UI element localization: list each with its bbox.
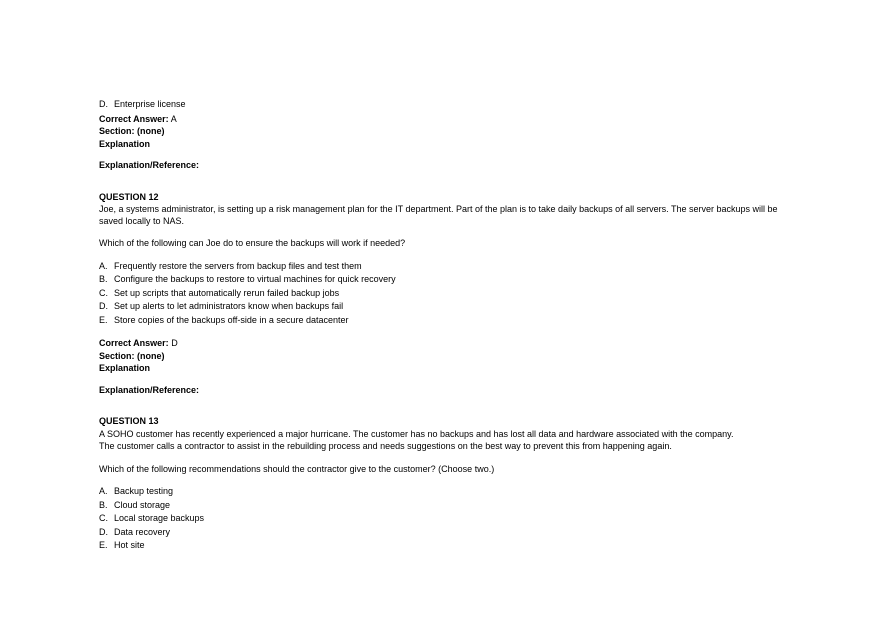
option-letter: B. <box>99 274 108 284</box>
option-d <box>99 526 779 540</box>
option-text: Configure the backups to restore to virtual machines for quick recovery <box>114 274 396 284</box>
option-text: Hot site <box>114 540 145 550</box>
question-13-title: QUESTION 13 <box>99 416 159 426</box>
correct-answer-value: A <box>170 113 177 124</box>
option-letter: E. <box>99 540 108 550</box>
option-text: Backup testing <box>114 486 174 496</box>
option-text: Data recovery <box>114 526 171 537</box>
question-13-body-line-1: A SOHO customer has recently experienced a major hurricane. The customer has no backups and has lost all data and hardware associated with the company. <box>99 428 734 439</box>
prev-correct-answer <box>99 113 779 126</box>
question-12-body: Joe, a systems administrator, is setting up a risk management plan for the IT department. Part of the plan is to take daily backups of all servers. The server backups will be saved locally to NAS. <box>99 204 778 226</box>
question-12-title: QUESTION 12 <box>99 191 159 202</box>
question-13-options <box>99 485 779 553</box>
question-12-correct-answer <box>99 337 779 350</box>
option-text: Set up scripts that automatically rerun failed backup jobs <box>114 287 340 298</box>
option-letter: D. <box>99 526 108 537</box>
correct-answer-label: Correct Answer: <box>99 113 169 124</box>
question-12-explanation: Explanation <box>99 363 151 373</box>
option-text: Local storage backups <box>114 513 205 523</box>
question-12-section: Section: (none) <box>99 350 165 361</box>
option-e <box>99 314 779 328</box>
option-a <box>99 485 779 499</box>
option-text: Frequently restore the servers from backup files and test them <box>114 260 362 271</box>
option-text: Set up alerts to let administrators know when backups fail <box>114 301 344 311</box>
correct-answer-label: Correct Answer: <box>99 338 169 348</box>
option-a <box>99 260 779 274</box>
option-c <box>99 287 779 301</box>
option-text: Enterprise license <box>114 99 186 109</box>
option-d <box>99 300 779 314</box>
option-text: Cloud storage <box>114 499 171 510</box>
question-12-options <box>99 260 779 328</box>
option-letter: D. <box>99 301 108 311</box>
option-letter: B. <box>99 499 108 510</box>
option-c <box>99 512 779 526</box>
question-12-explanation-reference: Explanation/Reference: <box>99 384 200 395</box>
correct-answer-value: D <box>171 338 178 348</box>
prev-explanation: Explanation <box>99 138 151 149</box>
option-letter: C. <box>99 287 108 298</box>
option-letter: D. <box>99 99 108 109</box>
prev-option-d <box>99 98 779 111</box>
option-letter: E. <box>99 314 108 325</box>
option-letter: C. <box>99 513 108 523</box>
option-e <box>99 539 779 553</box>
prev-explanation-reference: Explanation/Reference: <box>99 160 200 170</box>
prev-section: Section: (none) <box>99 126 165 136</box>
option-letter: A. <box>99 486 108 496</box>
question-13-prompt: Which of the following recommendations should the contractor give to the customer? (Choose two.) <box>99 463 495 474</box>
question-12-prompt: Which of the following can Joe do to ensure the backups will work if needed? <box>99 238 406 248</box>
option-letter: A. <box>99 260 108 271</box>
question-13-body-line-2: The customer calls a contractor to assist in the rebuilding process and needs suggestions on the best way to prevent this from happening again. <box>99 441 672 451</box>
option-text: Store copies of the backups off-side in a secure datacenter <box>114 314 349 325</box>
document-page <box>99 98 779 553</box>
option-b <box>99 273 779 287</box>
option-b <box>99 499 779 513</box>
